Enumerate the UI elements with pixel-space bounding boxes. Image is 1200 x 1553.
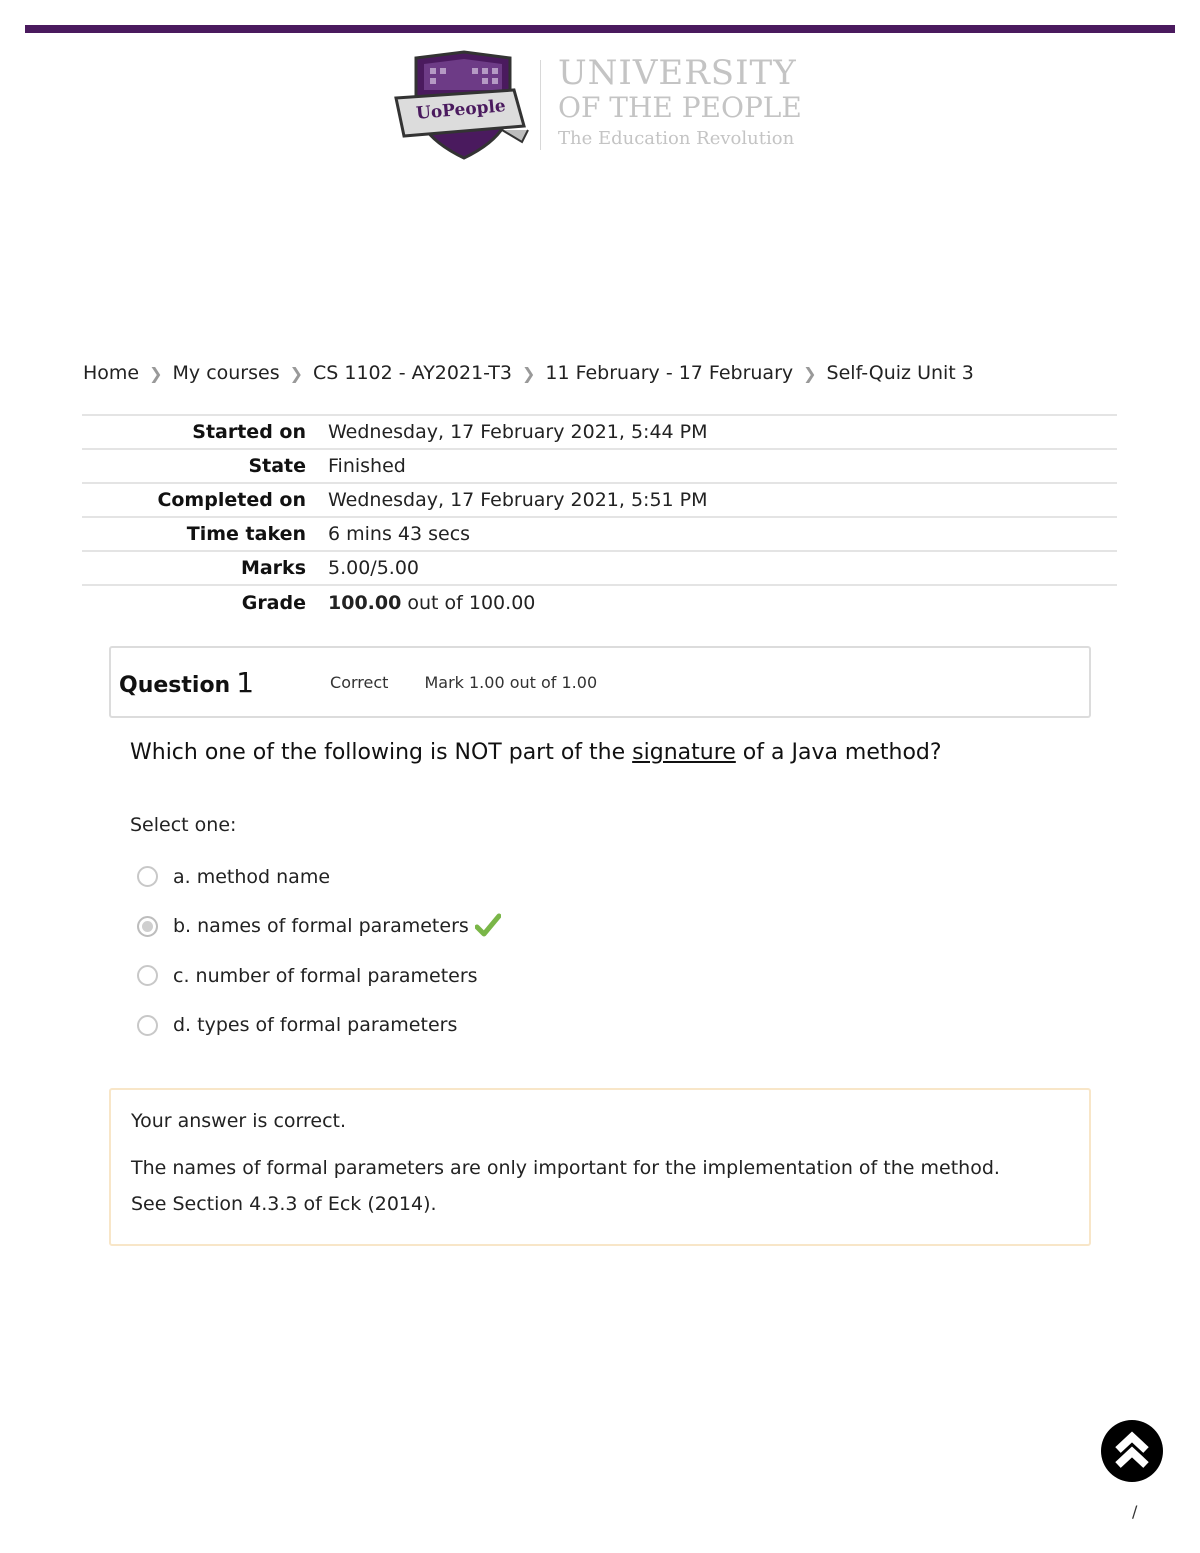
- breadcrumb-course[interactable]: CS 1102 - AY2021-T3: [313, 362, 512, 384]
- summary-label: Grade: [241, 591, 306, 614]
- answer-label: a. method name: [173, 865, 331, 888]
- chevron-right-icon: ❯: [289, 363, 304, 383]
- feedback-result: Your answer is correct.: [131, 1110, 347, 1132]
- question-text: [130, 740, 942, 765]
- double-chevron-up-icon: [1101, 1420, 1163, 1482]
- university-logo[interactable]: [394, 50, 814, 162]
- question-number-value: 1: [236, 665, 255, 699]
- answer-option-d[interactable]: [137, 1001, 501, 1051]
- question-state: Correct: [330, 672, 389, 692]
- radio-button-selected[interactable]: [137, 916, 158, 937]
- grade-out-of: out of 100.00: [407, 591, 536, 614]
- question-grade: Mark 1.00 out of 1.00: [424, 672, 598, 692]
- checkmark-icon: [475, 913, 501, 939]
- logo-tagline: The Education Revolution: [558, 128, 795, 149]
- summary-row-completed: [82, 483, 1117, 517]
- summary-value: 6 mins 43 secs: [328, 523, 471, 545]
- chevron-right-icon: ❯: [149, 363, 163, 383]
- top-accent-bar: [25, 25, 1175, 33]
- logo-divider: [540, 60, 541, 150]
- attempt-summary-table: [82, 414, 1117, 619]
- summary-row-started: [82, 415, 1117, 449]
- summary-row-grade: [82, 585, 1117, 619]
- grade-score: 100.00: [328, 591, 402, 614]
- question-number: [119, 666, 254, 699]
- feedback-box: [109, 1088, 1091, 1246]
- answer-label: d. types of formal parameters: [173, 1014, 458, 1037]
- radio-button[interactable]: [137, 866, 158, 887]
- question-info-box: [109, 646, 1091, 718]
- summary-row-marks: [82, 551, 1117, 585]
- feedback-explanation: The names of formal parameters are only important for the implementation of the method.: [131, 1157, 1000, 1179]
- answer-option-c[interactable]: [137, 951, 501, 1001]
- answer-label: b. names of formal parameters: [173, 915, 469, 938]
- breadcrumb-home[interactable]: Home: [83, 362, 140, 384]
- summary-value: Finished: [328, 455, 406, 477]
- question-label: Question: [119, 672, 231, 698]
- radio-button[interactable]: [137, 965, 158, 986]
- summary-label: State: [248, 455, 306, 477]
- summary-value: [318, 585, 1117, 619]
- logo-line-2: OF THE PEOPLE: [558, 91, 802, 124]
- answer-option-a[interactable]: [137, 852, 501, 902]
- summary-row-time: [82, 517, 1117, 551]
- breadcrumb-quiz[interactable]: Self-Quiz Unit 3: [826, 362, 974, 384]
- page-number: /: [1132, 1502, 1138, 1521]
- chevron-right-icon: ❯: [803, 363, 817, 383]
- breadcrumb-week[interactable]: 11 February - 17 February: [545, 362, 794, 384]
- summary-value: Wednesday, 17 February 2021, 5:44 PM: [328, 421, 708, 443]
- question-text-before: Which one of the following is NOT part of the: [130, 740, 626, 765]
- breadcrumb: [83, 362, 974, 384]
- answer-option-b[interactable]: [137, 902, 501, 952]
- logo-wordmark: [558, 54, 802, 152]
- feedback-reference: See Section 4.3.3 of Eck (2014).: [131, 1193, 437, 1215]
- summary-value: 5.00/5.00: [328, 557, 420, 579]
- shield-text: UoPeople: [415, 96, 507, 124]
- question-text-underlined: signature: [632, 740, 736, 765]
- scroll-to-top-button[interactable]: [1101, 1420, 1163, 1482]
- select-prompt: Select one:: [130, 814, 237, 836]
- answer-list: [137, 852, 501, 1050]
- logo-line-1: UNIVERSITY: [558, 53, 797, 93]
- summary-label: Time taken: [186, 523, 306, 545]
- radio-button[interactable]: [137, 1015, 158, 1036]
- summary-label: Completed on: [157, 489, 306, 511]
- breadcrumb-my-courses[interactable]: My courses: [172, 362, 280, 384]
- chevron-right-icon: ❯: [521, 363, 536, 383]
- question-text-after: of a Java method?: [742, 740, 942, 765]
- summary-value: Wednesday, 17 February 2021, 5:51 PM: [328, 489, 708, 511]
- answer-label: c. number of formal parameters: [173, 964, 478, 987]
- summary-label: Marks: [240, 557, 306, 579]
- summary-row-state: [82, 449, 1117, 483]
- summary-label: Started on: [192, 421, 306, 443]
